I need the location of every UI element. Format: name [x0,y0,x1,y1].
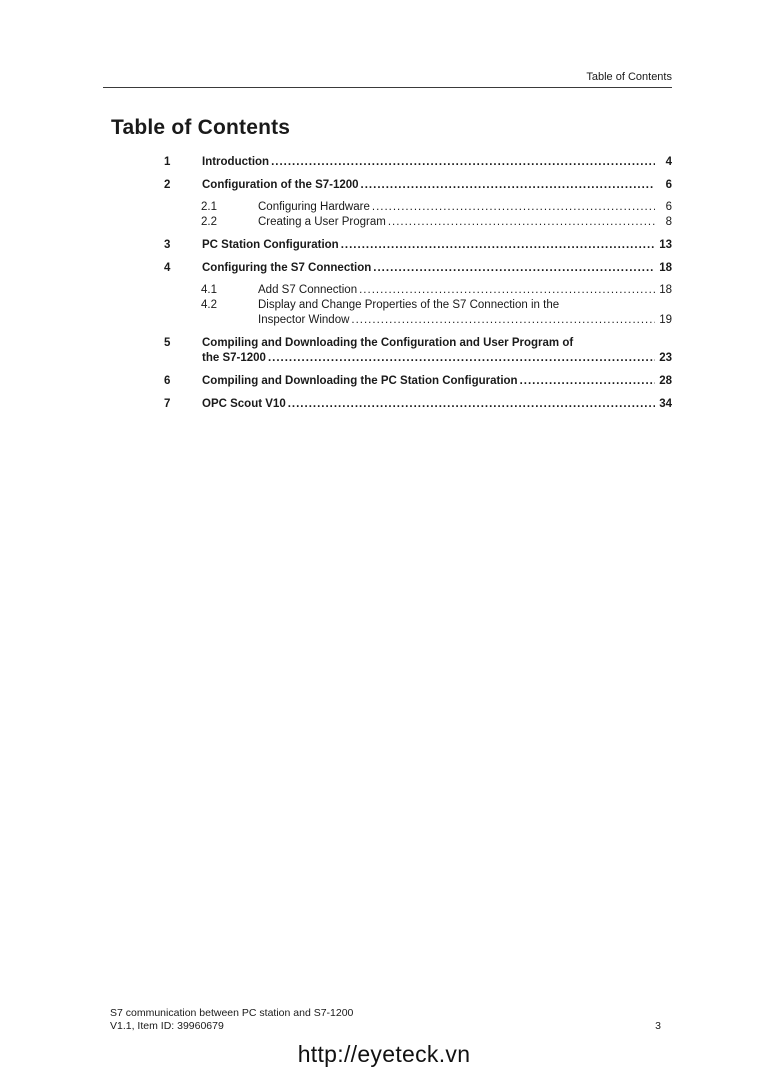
toc-entry-number: 4 [164,262,171,274]
toc-page-number: 23 [659,352,672,364]
toc-leader-dots [520,374,655,389]
page-number: 3 [655,1020,661,1032]
toc-entry-title: Configuring Hardware [258,201,370,213]
toc-leader-dots [341,238,655,253]
toc-leader-dots [268,351,655,366]
toc-entry-body [202,261,672,276]
toc-leader-dots [359,283,655,298]
page-title: Table of Contents [111,116,291,139]
toc-entry-title: Display and Change Properties of the S7 Connection in the [258,299,560,311]
toc-entry-title: Inspector Window [258,314,350,326]
toc-leader-dots [271,155,655,170]
toc-entry[interactable] [103,155,672,170]
toc-page-number: 18 [659,262,672,274]
toc-entry-number: 3 [164,239,171,251]
toc-entry-title: Compiling and Downloading the Configuration and User Program of [202,337,574,349]
toc-entry-title: the S7-1200 [202,352,266,364]
toc-page-number: 19 [659,314,672,326]
toc-entry[interactable] [103,374,672,389]
toc-entry-body [202,374,672,389]
toc-entry-title: PC Station Configuration [202,239,339,251]
toc-entry-number: 2.1 [201,201,217,213]
toc-entry-body [202,336,672,366]
toc-entry[interactable] [103,298,672,328]
toc-entry[interactable] [103,215,672,230]
toc-entry-title: Configuring the S7 Connection [202,262,372,274]
toc-entry[interactable] [103,200,672,215]
toc-leader-dots [388,215,655,230]
toc-entry-title: Add S7 Connection [258,284,358,296]
toc-entry-body [202,178,672,193]
toc-leader-dots [372,200,655,215]
toc-entry-number: 5 [164,337,171,349]
toc-entry-number: 7 [164,398,171,410]
toc-entry[interactable] [103,261,672,276]
toc-page-number: 28 [659,375,672,387]
toc-entry-number: 2 [164,179,171,191]
watermark-url: http://eyeteck.vn [297,1041,471,1067]
table-of-contents [103,147,672,412]
toc-entry[interactable] [103,397,672,412]
toc-entry[interactable] [103,178,672,193]
toc-page-number: 6 [665,201,672,213]
toc-page-number: 6 [665,179,672,191]
toc-entry-body [258,283,672,298]
footer-doc-title: S7 communication between PC station and S7-1200 [110,1007,354,1019]
footer-version-line: V1.1, Item ID: 39960679 [110,1020,224,1032]
toc-leader-dots [373,261,655,276]
toc-entry-number: 1 [164,156,171,168]
toc-entry-number: 4.1 [201,284,217,296]
toc-entry-body [202,155,672,170]
toc-page-number: 18 [659,284,672,296]
toc-page-number: 34 [659,398,672,410]
toc-page-number: 13 [659,239,672,251]
toc-entry-title: Compiling and Downloading the PC Station Configuration [202,375,518,387]
toc-entry[interactable] [103,336,672,366]
toc-entry[interactable] [103,238,672,253]
toc-leader-dots [361,178,655,193]
toc-entry-title: Introduction [202,156,270,168]
toc-entry-number: 2.2 [201,216,217,228]
running-header: Table of Contents [103,70,672,88]
toc-page-number: 8 [665,216,672,228]
toc-entry-body [258,200,672,215]
toc-entry-body [258,215,672,230]
toc-leader-dots [351,313,655,328]
toc-entry-title: Creating a User Program [258,216,386,228]
toc-entry-body [202,238,672,253]
toc-entry[interactable] [103,283,672,298]
toc-entry-title: OPC Scout V10 [202,398,286,410]
toc-entry-body [258,298,672,328]
toc-entry-number: 6 [164,375,171,387]
toc-entry-body [202,397,672,412]
toc-leader-dots [288,397,655,412]
toc-entry-title: Configuration of the S7-1200 [202,179,359,191]
toc-entry-number: 4.2 [201,299,217,311]
toc-page-number: 4 [665,156,672,168]
